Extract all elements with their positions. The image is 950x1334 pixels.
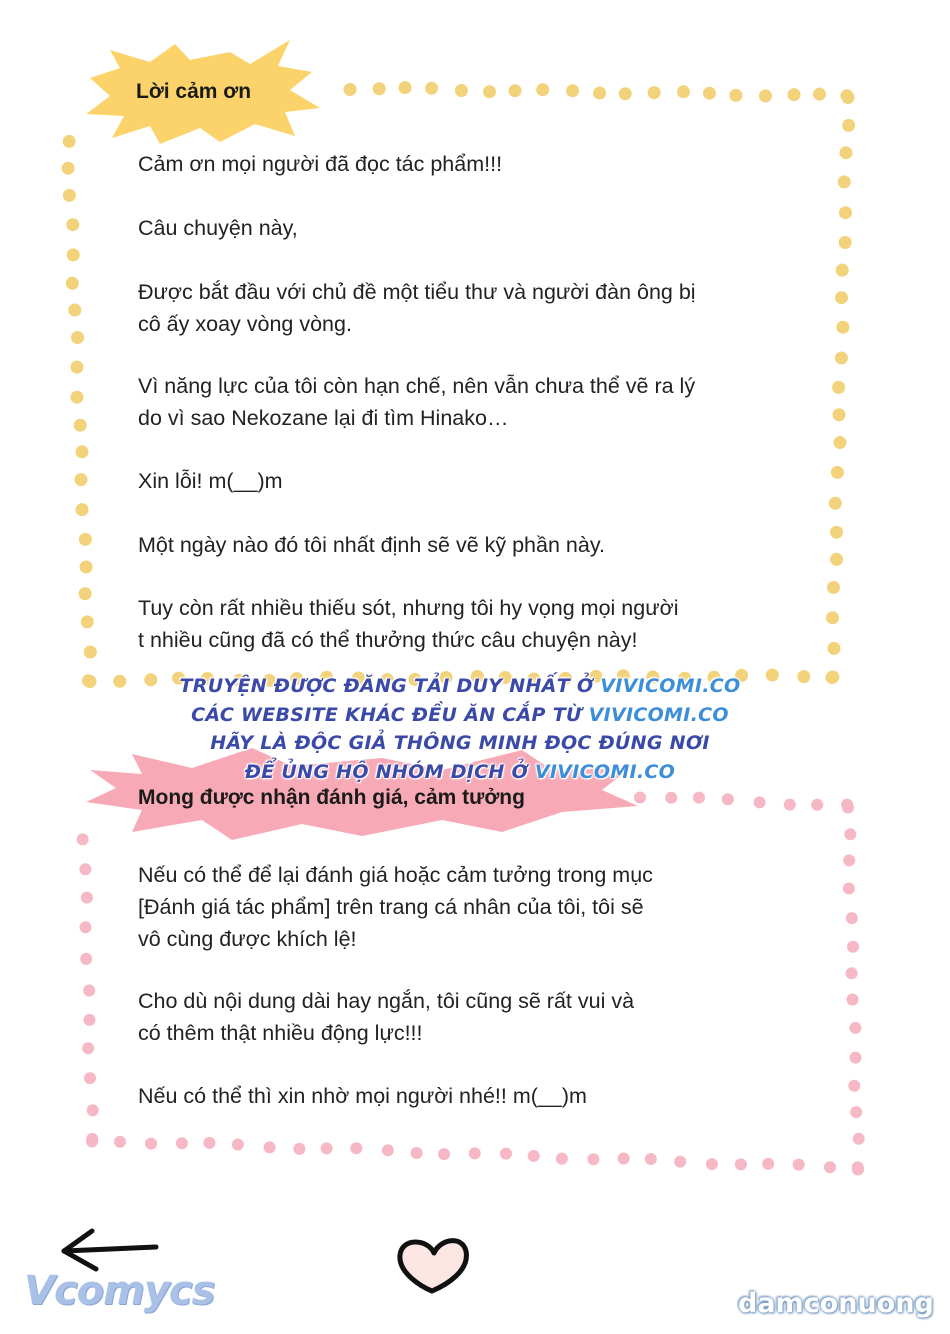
frame-dot: [735, 1158, 747, 1170]
frame-dot: [84, 1072, 96, 1084]
frame-dot: [830, 553, 843, 566]
feedback-paragraph: Nếu có thể thì xin nhờ mọi người nhé!! m(__)m: [138, 1084, 587, 1108]
frame-dot: [63, 135, 76, 148]
frame-dot: [829, 497, 842, 510]
heart-icon[interactable]: [394, 1235, 474, 1295]
frame-dot: [831, 466, 844, 479]
frame-dot: [797, 670, 810, 683]
frame-dot: [754, 796, 766, 808]
frame-dot: [80, 561, 93, 574]
frame-dot: [793, 1159, 805, 1171]
frame-dot: [645, 1153, 657, 1165]
frame-dot: [232, 1139, 244, 1151]
frame-dot: [849, 1022, 861, 1034]
frame-dot: [832, 381, 845, 394]
watermark-line: ĐỂ ỦNG HỘ NHÓM DỊCH Ở VIVICOMI.CO: [244, 760, 676, 783]
frame-dot: [80, 953, 92, 965]
frame-dot: [83, 985, 95, 997]
frame-dot: [830, 526, 843, 539]
frame-dot: [74, 419, 87, 432]
frame-dot: [321, 1142, 333, 1154]
frame-dot: [176, 1137, 188, 1149]
watermark-line: CÁC WEBSITE KHÁC ĐỀU ĂN CẮP TỪ VIVICOMI.CO: [191, 703, 729, 726]
frame-dot: [674, 1156, 686, 1168]
frame-dot: [703, 87, 716, 100]
frame-dot: [469, 1147, 481, 1159]
frame-dot: [264, 1141, 276, 1153]
frame-dot: [86, 1136, 98, 1148]
frame-dot: [842, 802, 854, 814]
frame-dot: [618, 1153, 630, 1165]
frame-dot: [203, 1137, 215, 1149]
frame-dot: [84, 1014, 96, 1026]
frame-dot: [853, 1133, 865, 1145]
frame-dot: [68, 304, 81, 317]
frame-dot: [836, 321, 849, 334]
frame-dot: [566, 84, 579, 97]
vcomycs-logo: Vcomycs: [24, 1268, 215, 1314]
frame-dot: [145, 1138, 157, 1150]
frame-dot: [79, 863, 91, 875]
thanks-paragraph: Cảm ơn mọi người đã đọc tác phẩm!!!: [138, 152, 503, 176]
frame-dot: [67, 248, 80, 261]
frame-dot: [824, 1161, 836, 1173]
frame-dot: [293, 1143, 305, 1155]
frame-dot: [826, 611, 839, 624]
frame-dot: [75, 473, 88, 486]
frame-dot: [63, 189, 76, 202]
thanks-paragraph: Một ngày nào đó tôi nhất định sẽ vẽ kỹ phần này.: [138, 533, 605, 557]
frame-dot: [76, 503, 89, 516]
frame-dot: [81, 615, 94, 628]
frame-dot: [838, 175, 851, 188]
frame-dot: [766, 669, 779, 682]
frame-dot: [839, 206, 852, 219]
frame-dot: [84, 675, 97, 688]
frame-dot: [114, 1136, 126, 1148]
feedback-title: Mong được nhận đánh giá, cảm tưởng: [138, 786, 525, 809]
frame-dot: [843, 854, 855, 866]
frame-dot: [843, 882, 855, 894]
frame-dot: [528, 1150, 540, 1162]
damconuong-logo: damconuong: [738, 1288, 934, 1319]
frame-dot: [71, 331, 84, 344]
frame-dot: [846, 912, 858, 924]
thanks-paragraph: Vì năng lực của tôi còn hạn chế, nên vẫn chưa thể vẽ ra lý do vì sao Nekozane lại đi tìm Hinako…: [138, 374, 696, 430]
frame-dot: [835, 352, 848, 365]
frame-dot: [852, 1164, 864, 1176]
frame-dot: [66, 277, 79, 290]
thanks-paragraph: Xin lỗi! m(__)m: [138, 469, 283, 493]
frame-dot: [71, 391, 84, 404]
frame-dot: [144, 673, 157, 686]
frame-dot: [762, 1158, 774, 1170]
frame-dot: [648, 86, 661, 99]
frame-dot: [828, 642, 841, 655]
frame-dot: [438, 1148, 450, 1160]
frame-dot: [619, 87, 632, 100]
frame-dot: [729, 89, 742, 102]
frame-dot: [840, 146, 853, 159]
frame-dot: [411, 1147, 423, 1159]
frame-dot: [848, 1080, 860, 1092]
feedback-paragraph: Nếu có thể để lại đánh giá hoặc cảm tưởng trong mục [Đánh giá tác phẩm] trên trang cá nhân của tôi, tôi sẽ vô cùng được khích lệ!: [138, 863, 653, 951]
frame-dot: [455, 84, 468, 97]
frame-dot: [827, 581, 840, 594]
frame-dot: [79, 533, 92, 546]
frame-dot: [87, 1104, 99, 1116]
frame-dot: [399, 81, 412, 94]
frame-dot: [835, 291, 848, 304]
frame-dot: [839, 236, 852, 249]
frame-dot: [836, 264, 849, 277]
frame-dot: [842, 119, 855, 132]
frame-dot: [833, 408, 846, 421]
frame-dot: [813, 88, 826, 101]
frame-dot: [850, 1052, 862, 1064]
frame-dot: [373, 82, 386, 95]
frame-dot: [706, 1158, 718, 1170]
watermark: [160, 672, 760, 786]
frame-dot: [593, 87, 606, 100]
frame-dot: [536, 83, 549, 96]
frame-dot: [62, 162, 75, 175]
frame-dot: [847, 941, 859, 953]
frame-dot: [84, 646, 97, 659]
frame-dot: [82, 1042, 94, 1054]
frame-dot: [344, 83, 357, 96]
frame-dot: [665, 792, 677, 804]
frame-dot: [81, 892, 93, 904]
thanks-title: Lời cảm ơn: [136, 80, 252, 103]
frame-dot: [847, 994, 859, 1006]
frame-dot: [80, 921, 92, 933]
frame-dot: [509, 84, 522, 97]
frame-dot: [350, 1142, 362, 1154]
frame-dot: [587, 1153, 599, 1165]
frame-dot: [826, 671, 839, 684]
frame-dot: [844, 828, 856, 840]
frame-dot: [833, 436, 846, 449]
frame-dot: [846, 967, 858, 979]
thanks-paragraph: Tuy còn rất nhiều thiếu sót, nhưng tôi hy vọng mọi người t nhiều cũng đã có thể thưởng thức câu chuyện này!: [138, 596, 679, 652]
frame-dot: [483, 85, 496, 98]
frame-dot: [76, 445, 89, 458]
frame-dot: [71, 361, 84, 374]
frame-dot: [842, 91, 855, 104]
frame-dot: [759, 89, 772, 102]
watermark-line: HÃY LÀ ĐỘC GIẢ THÔNG MINH ĐỌC ĐÚNG NƠI: [210, 732, 710, 754]
frame-dot: [425, 82, 438, 95]
watermark-line: TRUYỆN ĐƯỢC ĐĂNG TẢI DUY NHẤT Ở VIVICOMI.CO: [179, 675, 741, 697]
frame-dot: [784, 799, 796, 811]
frame-dot: [113, 675, 126, 688]
frame-dot: [500, 1148, 512, 1160]
thanks-paragraph: Được bắt đầu với chủ đề một tiểu thư và người đàn ông bị cô ấy xoay vòng vòng.: [138, 280, 696, 336]
frame-dot: [693, 792, 705, 804]
frame-dot: [788, 88, 801, 101]
frame-dot: [722, 793, 734, 805]
frame-dot: [66, 218, 79, 231]
frame-dot: [811, 799, 823, 811]
frame-dot: [677, 85, 690, 98]
frame-dot: [79, 587, 92, 600]
frame-dot: [382, 1144, 394, 1156]
frame-dot: [556, 1153, 568, 1165]
feedback-paragraph: Cho dù nội dung dài hay ngắn, tôi cũng sẽ rất vui và có thêm thật nhiều động lực!!!: [138, 989, 635, 1045]
thanks-paragraph: Câu chuyện này,: [138, 216, 298, 240]
frame-dot: [850, 1106, 862, 1118]
